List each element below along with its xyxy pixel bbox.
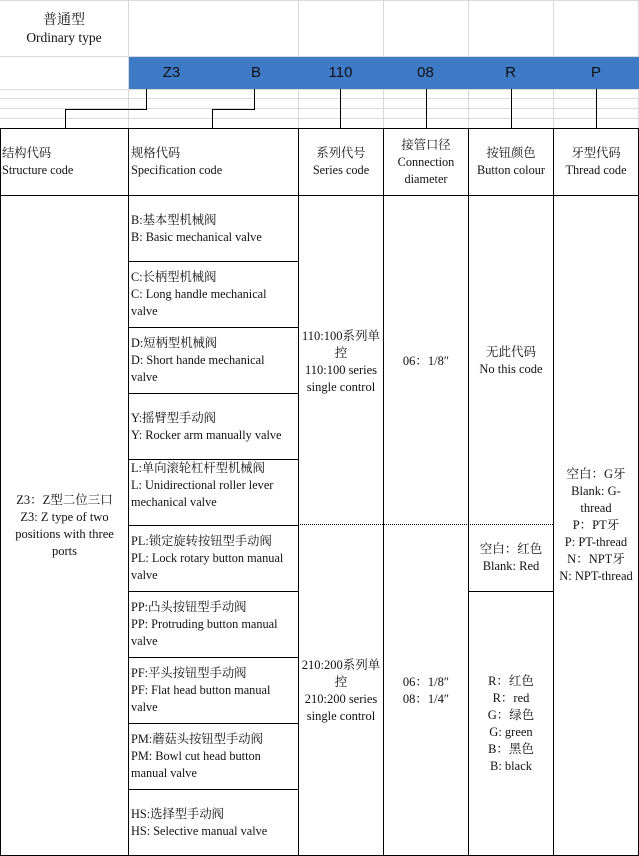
spec-row-d: D:短柄型机械阀 D: Short hande mechanical valve: [131, 336, 265, 384]
header-structure: 结构代码 Structure code: [2, 146, 74, 177]
code-thread: P: [590, 64, 601, 81]
thread-cell: 空白：G牙 Blank: G- thread P：PT牙 P: PT-thread N：NPT牙 N: NPT-thread: [559, 466, 633, 583]
spec-row-pf: PF:平头按钮型手动阀 PF: Flat head button manual valve: [131, 666, 271, 714]
colour-none-cell: 无此代码 No this code: [479, 345, 543, 376]
diameter-210-cell: 06：1/8″ 08：1/4″: [402, 675, 450, 706]
diameter-110-cell: 06：1/8″: [402, 353, 450, 368]
spec-row-b: B:基本型机械阀 B: Basic mechanical valve: [131, 213, 262, 244]
spec-row-c: C:长柄型机械阀 C: Long handle mechanical valve: [131, 270, 267, 318]
series-110-cell: 110:100系列单 控 110:100 series single control: [301, 329, 380, 394]
spec-row-pp: PP:凸头按钮型手动阀 PP: Protruding button manual valve: [131, 600, 278, 648]
spec-row-y: Y:摇臂型手动阀 Y: Rocker arm manually valve: [131, 411, 282, 442]
code-diameter: 08: [417, 64, 434, 81]
code-structure: Z3: [162, 64, 181, 81]
spec-row-pm: PM:蘑菇头按钮型手动阀 PM: Bowl cut head button manual valve: [131, 732, 263, 780]
header-colour: 按钮颜色 Button colour: [477, 146, 545, 177]
colour-blank-cell: 空白：红色 Blank: Red: [479, 542, 543, 573]
code-spec: B: [250, 64, 261, 81]
header-thread: 牙型代码 Thread code: [565, 146, 627, 177]
title-zh: 普通型: [43, 13, 85, 28]
title-block: [0, 6, 128, 52]
header-diameter: 接管口径 Connection diameter: [397, 137, 455, 186]
header-spec: 规格代码 Specification code: [131, 146, 223, 177]
code-series: 110: [328, 64, 353, 81]
code-colour: R: [505, 64, 516, 81]
spec-row-hs: HS:选择型手动阀 HS: Selective manual valve: [131, 807, 268, 838]
spec-row-l: L:单向滚轮杠杆型机械阀 L: Unidirectional roller lever mechanical valve: [131, 461, 274, 509]
colour-list-cell: R：红色 R：red G：绿色 G: green B：黑色 B: black: [487, 674, 535, 773]
series-210-cell: 210:200系列单 控 210:200 series single control: [301, 658, 381, 723]
header-series: 系列代号 Series code: [312, 146, 370, 177]
spec-row-pl: PL:锁定旋转按钮型手动阀 PL: Lock rotary button manual valve: [131, 534, 284, 582]
title-en: Ordinary type: [26, 30, 102, 45]
structure-cell: Z3：Z型二位三口 Z3: Z type of two positions with three ports: [15, 493, 114, 558]
